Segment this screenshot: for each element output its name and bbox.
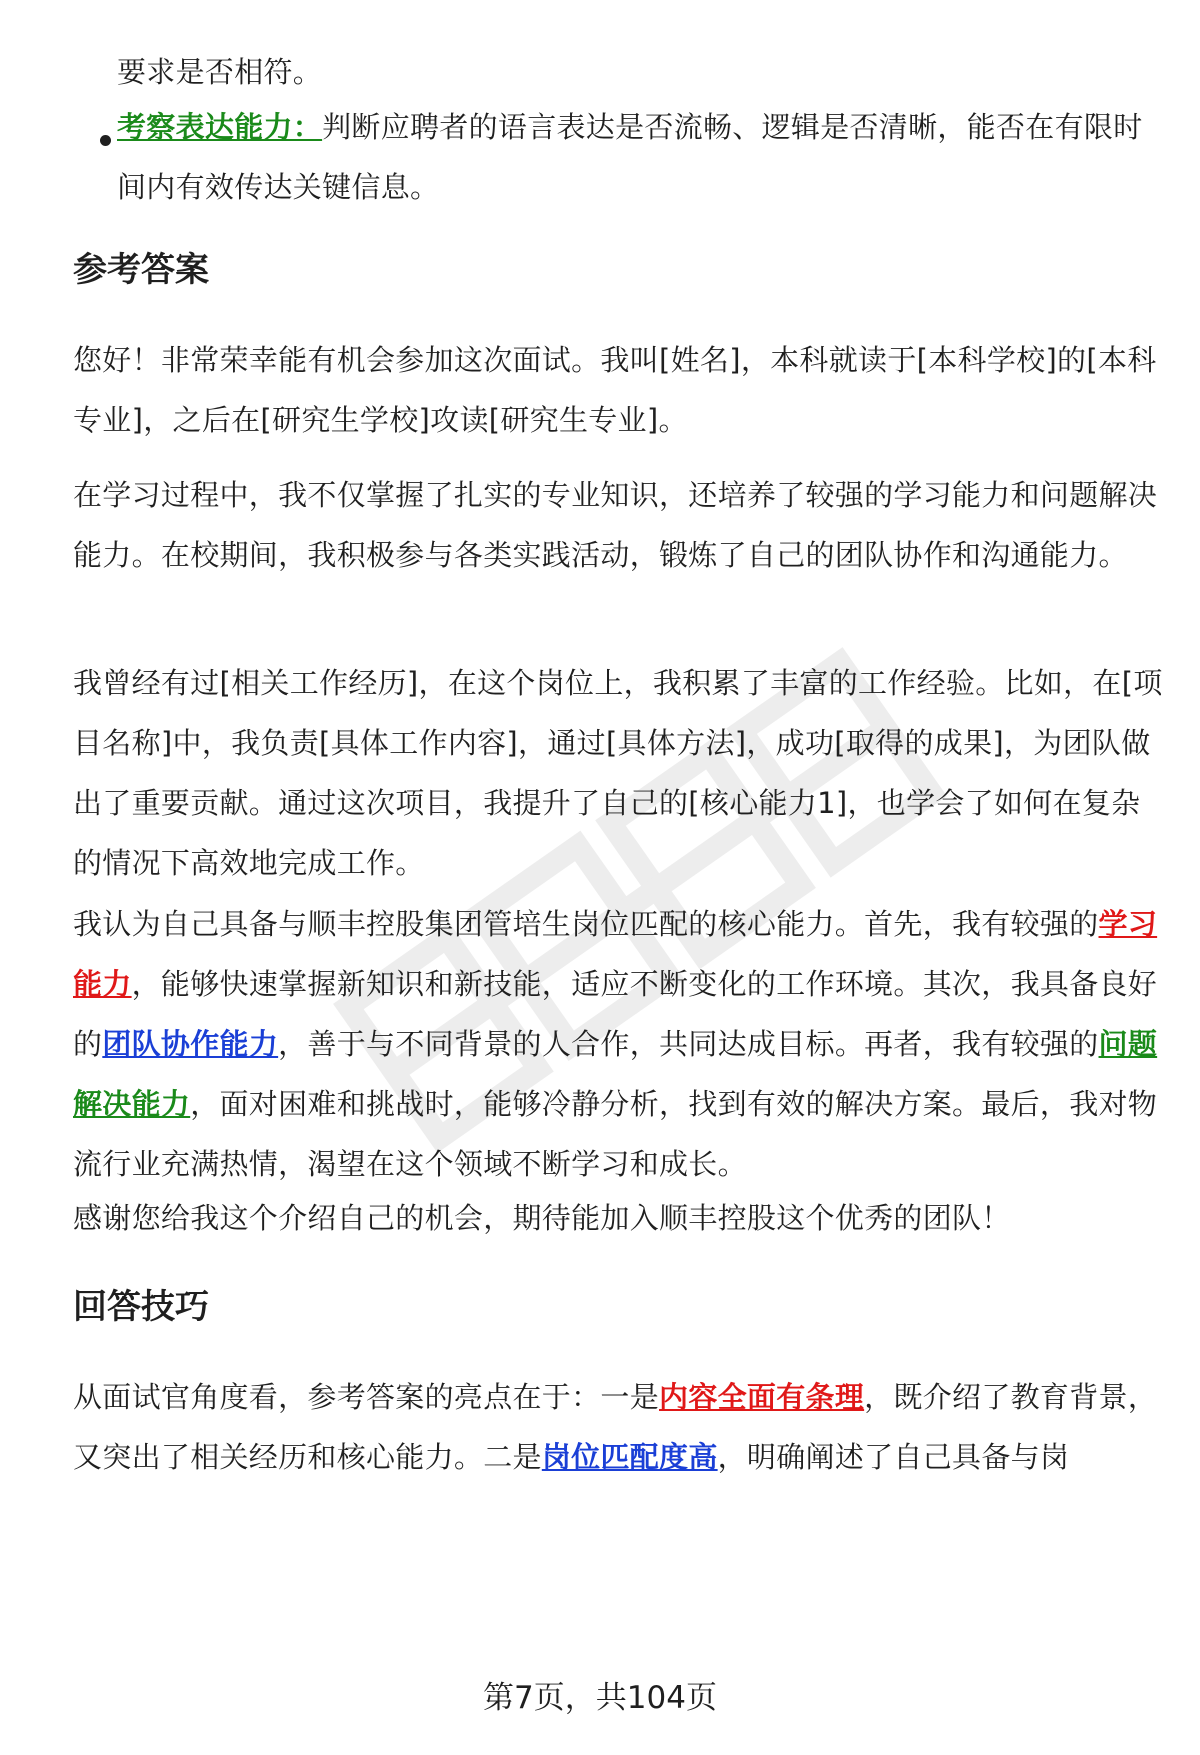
keyword-learning-ability: 学习能力 — [73, 907, 1158, 1001]
tips-part-b: ，既介绍了教育背景，又突出了相关经历和核心能力。二是 — [73, 1380, 1158, 1474]
tips-part-c: ，明确阐述了自己具备与岗 — [717, 1440, 1070, 1474]
keyword-teamwork-ability: 团队协作能力 — [102, 1027, 279, 1061]
tips-paragraph — [73, 1367, 1163, 1487]
section-title-answer: 参考答案 — [73, 250, 209, 290]
answer-p4-part-c: ，善于与不同背景的人合作，共同达成目标。再者，我有较强的 — [278, 1027, 1099, 1061]
bullet-dot-icon — [100, 135, 111, 146]
answer-paragraph-4 — [73, 894, 1163, 1194]
bullet-item — [117, 97, 1157, 217]
keyword-job-match: 岗位匹配度高 — [541, 1440, 718, 1474]
keyword-problem-solving: 问题解决能力 — [73, 1027, 1158, 1121]
answer-paragraph-1: 您好！非常荣幸能有机会参加这次面试。我叫[姓名]，本科就读于[本科学校]的[本科专业]，之后在[研究生学校]攻读[研究生专业]。 — [73, 343, 1157, 437]
answer-paragraph-2: 在学习过程中，我不仅掌握了扎实的专业知识，还培养了较强的学习能力和问题解决能力。在校期间，我积极参与各类实践活动，锻炼了自己的团队协作和沟通能力。 — [73, 478, 1158, 572]
bullet-text: 判断应聘者的语言表达是否流畅、逻辑是否清晰，能否在有限时间内有效传达关键信息。 — [117, 110, 1143, 204]
answer-p4-part-b: ，能够快速掌握新知识和新技能，适应不断变化的工作环境。其次，我具备良好的 — [73, 967, 1158, 1061]
answer-p4-part-d: ，面对困难和挑战时，能够冷静分析，找到有效的解决方案。最后，我对物流行业充满热情，渴望在这个领域不断学习和成长。 — [73, 1087, 1158, 1181]
bullet-continuation: 要求是否相符。 — [117, 55, 323, 89]
answer-paragraph-5: 感谢您给我这个介绍自己的机会，期待能加入顺丰控股这个优秀的团队！ — [73, 1201, 1011, 1235]
page-number-footer: 第7页，共104页 — [483, 1680, 717, 1716]
bullet-label: 考察表达能力： — [117, 110, 323, 144]
tips-part-a: 从面试官角度看，参考答案的亮点在于：一是 — [73, 1380, 660, 1414]
keyword-content-comprehensive: 内容全面有条理 — [659, 1380, 865, 1414]
answer-p4-part-a: 我认为自己具备与顺丰控股集团管培生岗位匹配的核心能力。首先，我有较强的 — [73, 907, 1099, 941]
section-title-tips: 回答技巧 — [73, 1287, 209, 1327]
answer-paragraph-3: 我曾经有过[相关工作经历]，在这个岗位上，我积累了丰富的工作经验。比如，在[项目名称]中，我负责[具体工作内容]，通过[具体方法]，成功[取得的成果]，为团队做出了重要贡献。通过这次项目，我提升了自己的[核心能力1]，也学会了如何在复杂的情况下高效地完成工作。 — [73, 666, 1163, 880]
